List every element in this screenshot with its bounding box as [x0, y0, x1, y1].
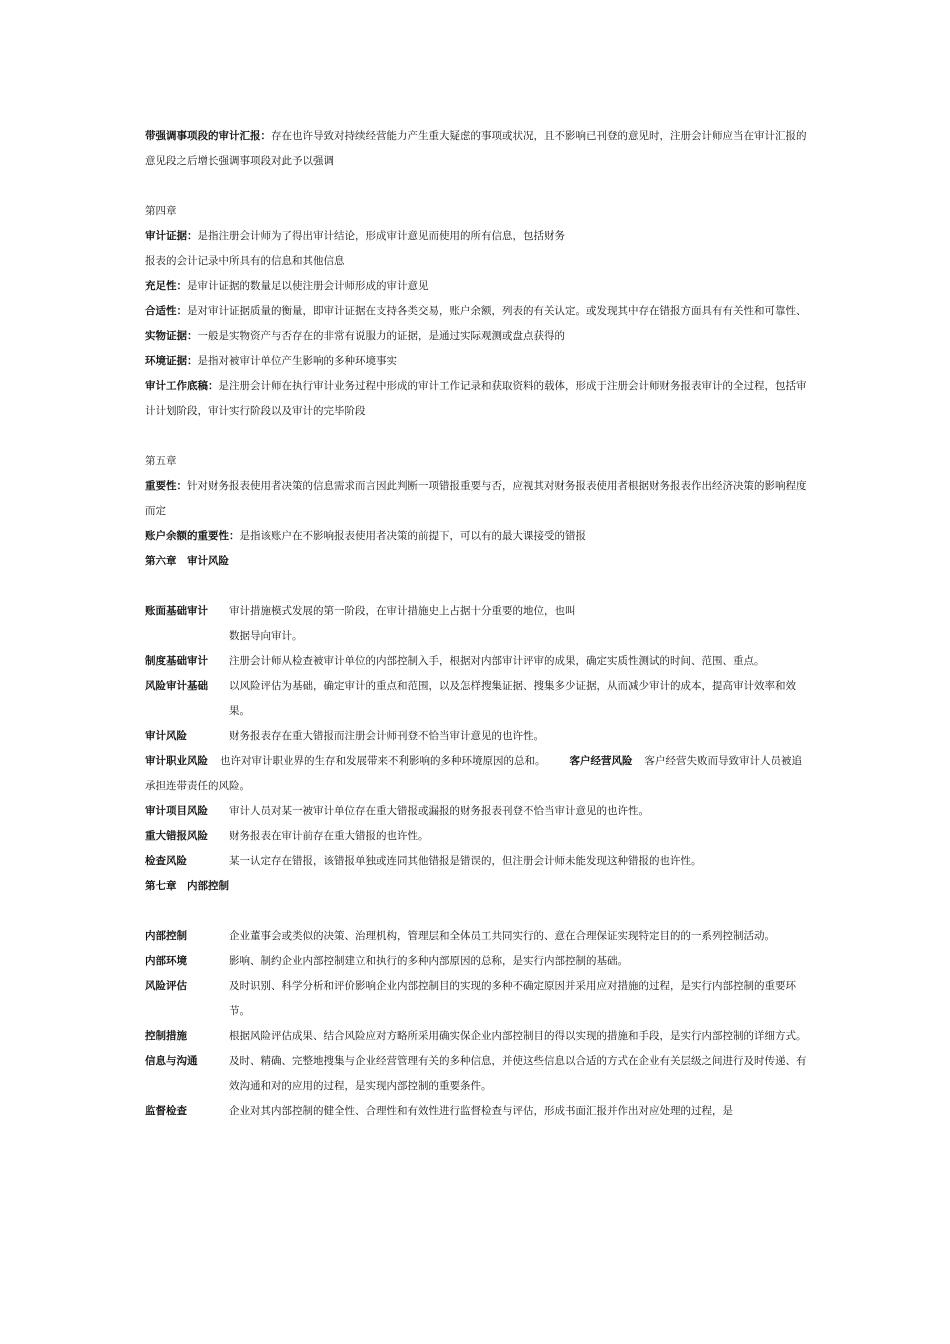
ch6-item-audit-risk: 审计风险 财务报表存在重大错报而注册会计师刊登不恰当审计意见的也许性。 — [145, 730, 544, 742]
ch5-item-account-materiality: 账户余额的重要性：是指该账户在不影响报表使用者决策的前提下，可以有的最大课接受的错报 — [145, 530, 586, 542]
ch7-item-internal-environment: 内部环境 影响、制约企业内部控制建立和执行的多种内部原因的总称，是实行内部控制的基础。 — [145, 955, 628, 967]
ch6-item-risk-based-audit: 风险审计基础 以风险评估为基础，确定审计的重点和范围，以及怎样搜集证据、搜集多少证据，从而减少审计的成本，提高审计效率和效果。 — [145, 680, 796, 717]
ch6-item-account-based-audit: 账面基础审计 审计措施模式发展的第一阶段，在审计措施史上占据十分重要的地位，也叫 数据导向审计。 — [145, 605, 576, 642]
ch4-item-sufficiency: 充足性：是审计证据的数量足以使注册会计师形成的审计意见 — [145, 280, 429, 292]
ch7-item-monitoring: 监督检查 企业对其内部控制的健全性、合理性和有效性进行监督检查与评估，形成书面汇报并作出对应处理的过程，是 — [145, 1105, 733, 1117]
chapter-6-title: 第六章 审计风险 — [145, 555, 229, 567]
ch6-item-material-misstatement-risk: 重大错报风险 财务报表在审计前存在重大错报的也许性。 — [145, 830, 429, 842]
ch6-item-detection-risk: 检查风险 某一认定存在错报，该错报单独或连同其他错报是错误的，但注册会计师未能发现这种错报的也许性。 — [145, 855, 702, 867]
ch7-item-internal-control: 内部控制 企业董事会或类似的决策、治理机构，管理层和全体员工共同实行的、意在合理保证实现特定目的的一系列控制活动。 — [145, 930, 775, 942]
ch6-item-engagement-risk: 审计项目风险 审计人员对某一被审计单位存在重大错报或漏报的财务报表刊登不恰当审计意见的也许性。 — [145, 805, 649, 817]
ch4-item-evidence-cont: 报表的会计记录中所具有的信息和其他信息 — [145, 255, 345, 267]
intro-text: 存在也许导致对持续经营能力产生重大疑虑的事项或状况，且不影响已刊登的意见时，注册会计师应当在审计汇报的意见段之后增长强调事项段对此予以强调 — [145, 130, 807, 167]
ch6-item-system-based-audit: 制度基础审计 注册会计师从检查被审计单位的内部控制入手，根据对内部审计评审的成果，确定实质性测试的时间、范围、重点。 — [145, 655, 765, 667]
ch4-item-working-papers: 审计工作底稿：是注册会计师在执行审计业务过程中形成的审计工作记录和获取资料的载体，形成于注册会计师财务报表审计的全过程，包括审计计划阶段，审计实行阶段以及审计的完毕阶段 — [145, 380, 807, 417]
ch4-item-appropriateness: 合适性：是对审计证据质量的衡量，即审计证据在支持各类交易，账户余额，列表的有关认定。或发现其中存在错报方面具有有关性和可靠性、 — [145, 305, 807, 317]
ch7-item-control-activities: 控制措施 根据风险评估成果、结合风险应对方略所采用确实保企业内部控制目的得以实现的措施和手段，是实行内部控制的详细方式。 — [145, 1030, 807, 1042]
ch4-item-environment-evidence: 环境证据：是指对被审计单位产生影响的多种环境事实 — [145, 355, 397, 367]
intro-paragraph — [145, 124, 810, 174]
document-page — [145, 124, 810, 1124]
ch6-item-professional-and-client-risk: 审计职业风险 也许对审计职业界的生存和发展带来不利影响的多种环境原因的总和。 客户经营风险 客户经营失败而导致审计人员被追承担连带责任的风险。 — [145, 755, 802, 792]
ch5-item-materiality: 重要性：针对财务报表使用者决策的信息需求而言因此判断一项错报重要与否，应视其对财务报表使用者根据财务报表作出经济决策的影响程度而定 — [145, 480, 807, 517]
intro-term: 带强调事项段的审计汇报： — [145, 130, 271, 142]
ch4-item-physical-evidence: 实物证据：一般是实物资产与否存在的非常有说服力的证据，是通过实际观测或盘点获得的 — [145, 330, 565, 342]
ch7-item-information-communication: 信息与沟通 及时、精确、完整地搜集与企业经营管理有关的多种信息，并使这些信息以合适的方式在企业有关层级之间进行及时传递、有效沟通和对的应用的过程，是实现内部控制的重要条件。 — [145, 1055, 807, 1092]
chapter-4-title: 第四章 — [145, 205, 177, 217]
ch7-item-risk-assessment: 风险评估 及时识别、科学分析和评价影响企业内部控制目的实现的多种不确定原因并采用应对措施的过程，是实行内部控制的重要环节。 — [145, 980, 796, 1017]
chapter-7-title: 第七章 内部控制 — [145, 880, 229, 892]
ch4-item-evidence: 审计证据：是指注册会计师为了得出审计结论，形成审计意见而使用的所有信息，包括财务 — [145, 230, 565, 242]
chapter-5-title: 第五章 — [145, 455, 177, 467]
